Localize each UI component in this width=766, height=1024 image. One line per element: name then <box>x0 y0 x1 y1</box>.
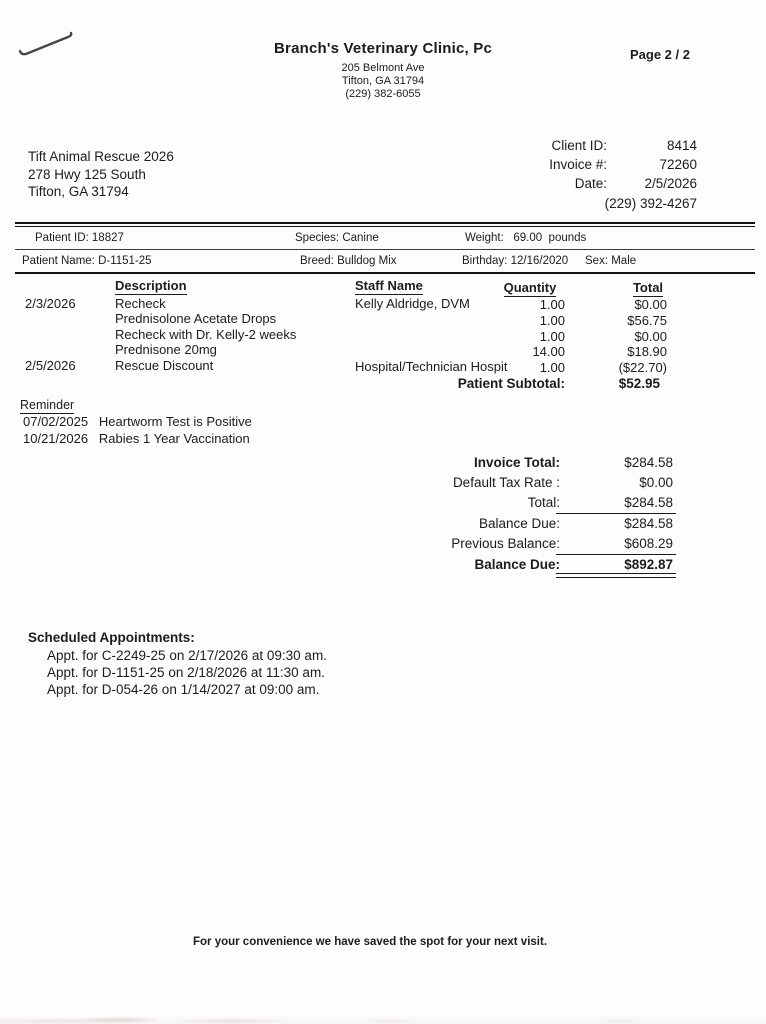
total-label: Total: <box>527 495 560 510</box>
row-quantity: 1.00 <box>539 360 565 375</box>
page-number: Page 2 / 2 <box>630 47 690 62</box>
patient-row-2 <box>15 250 755 272</box>
appointments-heading: Scheduled Appointments: <box>28 630 195 645</box>
row-description: Rescue Discount <box>115 358 214 373</box>
appointment-item: Appt. for D-1151-25 on 2/18/2026 at 11:30 am. <box>47 665 325 680</box>
reminder-date: 07/02/2025 <box>23 414 89 429</box>
row-total: $0.00 <box>634 329 667 344</box>
patient-sex: Sex: Male <box>585 255 637 267</box>
reminder-date: 10/21/2026 <box>23 431 89 446</box>
row-quantity: 1.00 <box>539 313 565 328</box>
band-bottom-rule <box>15 272 755 275</box>
patient-subtotal-label: Patient Subtotal: <box>457 376 565 391</box>
invoice-total-value: $284.58 <box>624 455 673 470</box>
invoice-number-label: Invoice #: <box>549 157 607 172</box>
balance-due-value: $284.58 <box>624 516 673 531</box>
client-address-block <box>28 148 174 201</box>
row-date: 2/3/2026 <box>25 296 76 311</box>
patient-subtotal-value: $52.95 <box>618 376 660 391</box>
row-total: ($22.70) <box>618 360 667 375</box>
col-header-description: Description <box>115 278 187 293</box>
patient-weight: Weight: 69.00 pounds <box>465 232 587 244</box>
row-staff: Kelly Aldridge, DVM <box>355 296 470 311</box>
patient-species: Species: Canine <box>295 232 379 244</box>
client-phone: (229) 392-4267 <box>604 196 697 211</box>
previous-balance-label: Previous Balance: <box>451 536 560 551</box>
client-address-line1: 278 Hwy 125 South <box>28 166 146 182</box>
col-header-staff: Staff Name <box>355 278 423 293</box>
patient-info-band <box>15 222 755 275</box>
invoice-number-value: 72260 <box>659 157 697 172</box>
tax-rate-label: Default Tax Rate : <box>452 475 560 490</box>
clinic-name: Branch's Veterinary Clinic, Pc <box>274 40 492 57</box>
clinic-address-line2: Tifton, GA 31794 <box>341 75 425 87</box>
final-balance-due-label: Balance Due: <box>474 557 560 572</box>
col-header-total: Total <box>632 280 664 295</box>
clinic-phone: (229) 382-6055 <box>345 88 421 100</box>
scan-edge-artifact <box>0 1011 766 1024</box>
row-staff: Hospital/Technician Hospit <box>355 359 508 374</box>
invoice-date-value: 2/5/2026 <box>644 176 697 191</box>
totals-rule <box>556 513 676 514</box>
col-header-quantity: Quantity <box>503 280 557 295</box>
footer-note: For your convenience we have saved the spot for your next visit. <box>192 936 548 948</box>
reminder-text: Heartworm Test is Positive <box>98 414 252 429</box>
patient-id: Patient ID: 18827 <box>35 232 124 244</box>
patient-breed: Breed: Bulldog Mix <box>300 255 397 267</box>
invoice-date-label: Date: <box>574 176 607 191</box>
row-description: Recheck <box>115 296 166 311</box>
patient-birthday: Birthday: 12/16/2020 <box>462 255 569 267</box>
row-quantity: 1.00 <box>539 329 565 344</box>
appointment-item: Appt. for C-2249-25 on 2/17/2026 at 09:30 am. <box>47 648 327 663</box>
client-id-label: Client ID: <box>551 138 607 153</box>
balance-due-label: Balance Due: <box>478 516 560 531</box>
client-id-value: 8414 <box>666 138 697 153</box>
row-total: $56.75 <box>627 313 667 328</box>
patient-row-1 <box>15 227 755 249</box>
row-description: Prednisolone Acetate Drops <box>115 311 277 326</box>
previous-balance-value: $608.29 <box>624 536 673 551</box>
row-total: $0.00 <box>634 297 667 312</box>
row-quantity: 14.00 <box>532 344 565 359</box>
patient-name: Patient Name: D-1151-25 <box>22 255 152 267</box>
totals-double-rule <box>556 573 676 578</box>
row-total: $18.90 <box>627 344 667 359</box>
reminder-item <box>23 414 252 429</box>
row-date: 2/5/2026 <box>25 358 76 373</box>
totals-rule <box>556 554 676 555</box>
total-value: $284.58 <box>624 495 673 510</box>
row-quantity: 1.00 <box>539 297 565 312</box>
appointment-item: Appt. for D-054-26 on 1/14/2027 at 09:00 am. <box>47 682 320 697</box>
clinic-address-line1: 205 Belmont Ave <box>341 62 425 74</box>
invoice-total-label: Invoice Total: <box>473 455 560 470</box>
final-balance-due-value: $892.87 <box>624 557 673 572</box>
tax-rate-value: $0.00 <box>639 475 673 490</box>
row-description: Recheck with Dr. Kelly-2 weeks <box>115 327 297 342</box>
client-name: Tift Animal Rescue 2026 <box>28 149 174 164</box>
reminder-text: Rabies 1 Year Vaccination <box>98 431 250 446</box>
reminder-item <box>23 431 250 446</box>
client-address-line2: Tifton, GA 31794 <box>28 184 129 199</box>
reminder-heading: Reminder <box>20 398 75 412</box>
row-description: Prednisone 20mg <box>115 342 217 357</box>
